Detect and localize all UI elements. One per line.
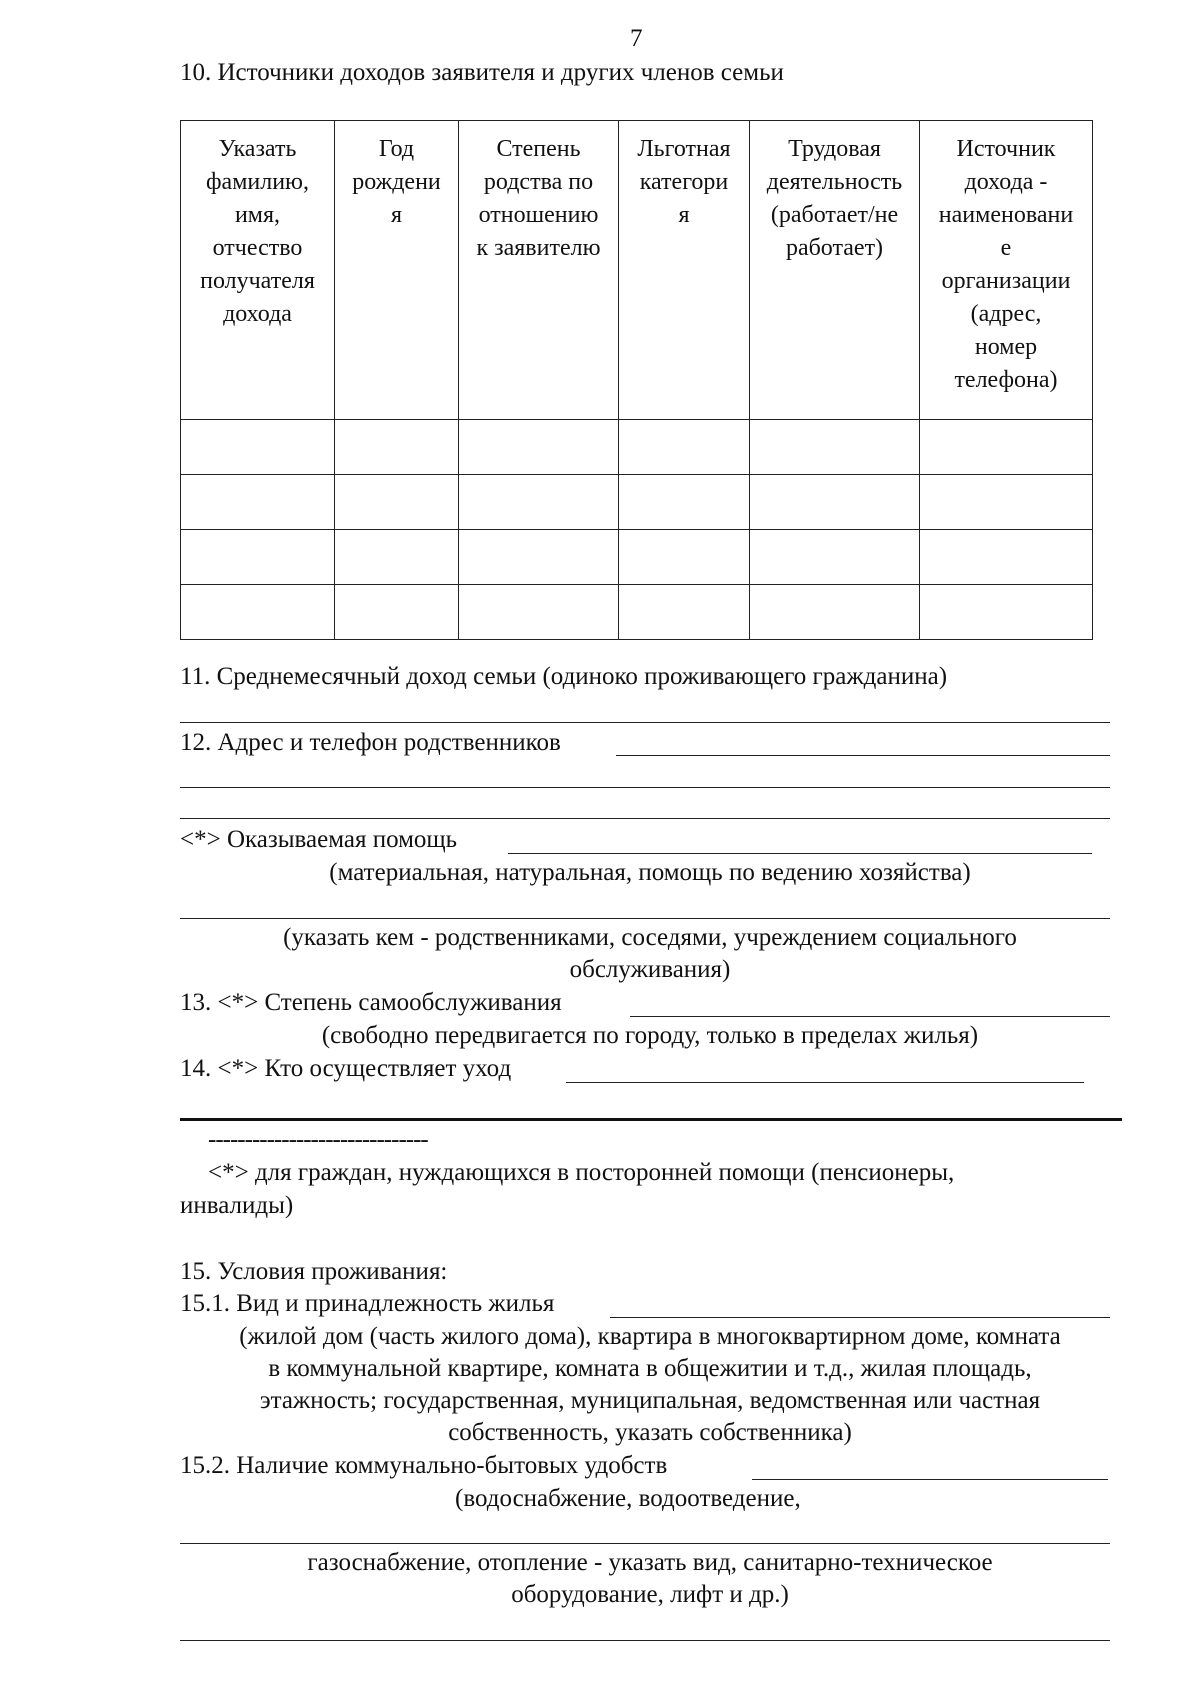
table-cell[interactable] (335, 585, 459, 640)
table-cell[interactable] (750, 475, 920, 530)
header-text-line: Год (378, 136, 415, 162)
section-15-1-hint-1: (жилой дом (часть жилого дома), квартира в многоквартирном доме, комната (239, 1323, 1061, 1350)
header-text-line: отчество (212, 235, 303, 261)
col-recipient-name (181, 121, 335, 420)
section-15-1-label: 15.1. Вид и принадлежность жилья (180, 1290, 555, 1317)
header-text-line: рождени (352, 169, 441, 195)
header-text-line: я (678, 202, 690, 228)
table-cell[interactable] (181, 585, 335, 640)
col-benefit-category (619, 121, 750, 420)
section-14-input-line[interactable] (566, 1082, 1084, 1083)
table-cell[interactable] (459, 420, 619, 475)
section-12-input-line-2[interactable] (180, 787, 1110, 788)
table-cell[interactable] (750, 420, 920, 475)
section-15-1-hint-2: в коммунальной квартире, комната в общежитии и т.д., жилая площадь, (268, 1355, 1032, 1382)
section-12-label: 12. Адрес и телефон родственников (180, 729, 561, 756)
footnote-line-2: инвалиды) (180, 1192, 294, 1219)
table-cell[interactable] (619, 585, 750, 640)
section-15-2-input-line-2[interactable] (180, 1543, 1110, 1544)
section-11-input-line[interactable] (180, 722, 1110, 723)
help-provided-label: <*> Оказываемая помощь (180, 826, 458, 853)
footnote-separator: ------------------------------ (208, 1126, 428, 1153)
section-15-title: 15. Условия проживания: (180, 1258, 448, 1285)
table-cell[interactable] (181, 475, 335, 530)
section-13-hint: (свободно передвигается по городу, только в пределах жилья) (321, 1022, 979, 1049)
table-cell[interactable] (920, 475, 1093, 530)
table-cell[interactable] (459, 530, 619, 585)
header-text-line: отношению (478, 202, 599, 228)
help-provider-input-line[interactable] (180, 918, 1110, 919)
header-text-line: Степень (496, 136, 581, 162)
section-15-2-hint-2: газоснабжение, отопление - указать вид, санитарно-техническое (307, 1549, 993, 1576)
help-provided-hint: (материальная, натуральная, помощь по ведению хозяйства) (329, 859, 971, 886)
table-header-row (181, 121, 1093, 420)
section-10-title: 10. Источники доходов заявителя и других членов семьи (180, 59, 784, 86)
header-text-line: дохода - (964, 169, 1048, 195)
header-text-line: я (390, 202, 403, 228)
table-cell[interactable] (459, 585, 619, 640)
page-number: 7 (630, 25, 643, 52)
header-text-line: Трудовая (788, 136, 881, 162)
header-text-line: Указать (218, 136, 297, 162)
table-cell[interactable] (335, 530, 459, 585)
table-cell[interactable] (335, 420, 459, 475)
table-row (181, 475, 1093, 530)
col-birth-year (335, 121, 459, 420)
table-cell[interactable] (750, 585, 920, 640)
table-cell[interactable] (181, 530, 335, 585)
col-employment (750, 121, 920, 420)
header-text-line: деятельность (766, 169, 903, 195)
section-15-1-hint-3: этажность; государственная, муниципальная, ведомственная или частная (259, 1387, 1041, 1414)
header-text-line: (работает/не (770, 202, 899, 228)
section-15-1-input-line[interactable] (610, 1317, 1110, 1318)
section-13-input-line[interactable] (630, 1016, 1110, 1017)
section-15-2-hint-1: (водоснабжение, водоотведение, (455, 1485, 801, 1512)
header-text-line: телефона) (954, 367, 1058, 393)
section-divider (180, 1118, 1122, 1121)
table-cell[interactable] (181, 420, 335, 475)
table-row (181, 420, 1093, 475)
section-15-2-hint-3: оборудование, лифт и др.) (511, 1581, 789, 1608)
header-text-line: Источник (956, 136, 1056, 162)
footnote-line-1: <*> для граждан, нуждающихся в посторонней помощи (пенсионеры, (208, 1159, 955, 1186)
section-15-2-label: 15.2. Наличие коммунально-бытовых удобств (180, 1452, 668, 1479)
section-15-2-input-line-3[interactable] (180, 1640, 1110, 1641)
section-15-2-input-line[interactable] (752, 1479, 1108, 1480)
table-cell[interactable] (619, 530, 750, 585)
header-text-line: имя, (234, 202, 281, 228)
help-provider-hint-2: обслуживания) (569, 956, 731, 983)
table-cell[interactable] (920, 585, 1093, 640)
header-text-line: родства по (483, 169, 594, 195)
section-12-input-line-3[interactable] (180, 818, 1110, 819)
table-cell[interactable] (459, 475, 619, 530)
table-row (181, 530, 1093, 585)
header-text-line: к заявителю (476, 235, 601, 261)
table-cell[interactable] (920, 530, 1093, 585)
table-cell[interactable] (619, 420, 750, 475)
section-12-input-line[interactable] (616, 755, 1110, 756)
header-text-line: фамилию, (206, 169, 309, 195)
col-income-source (920, 121, 1093, 420)
header-text-line: категори (639, 169, 729, 195)
table-cell[interactable] (335, 475, 459, 530)
col-relationship (459, 121, 619, 420)
header-text-line: организации (941, 268, 1071, 294)
section-15-1-hint-4: собственность, указать собственника) (448, 1419, 852, 1446)
table-cell[interactable] (750, 530, 920, 585)
table-cell[interactable] (619, 475, 750, 530)
header-text-line: работает) (785, 235, 884, 261)
help-provider-hint-1: (указать кем - родственниками, соседями, учреждением социального (283, 924, 1017, 951)
section-13-label: 13. <*> Степень самообслуживания (180, 989, 562, 1016)
table-row (181, 585, 1093, 640)
header-text-line: дохода (223, 301, 292, 327)
header-text-line: номер (974, 334, 1038, 360)
header-text-line: наименовани (938, 202, 1074, 228)
section-14-label: 14. <*> Кто осуществляет уход (180, 1055, 512, 1082)
header-text-line: получателя (200, 268, 315, 294)
income-sources-table (180, 120, 1093, 640)
help-provided-input-line[interactable] (508, 853, 1092, 854)
header-text-line: Льготная (637, 136, 731, 162)
table-cell[interactable] (920, 420, 1093, 475)
section-11-label: 11. Среднемесячный доход семьи (одиноко проживающего гражданина) (180, 663, 948, 690)
header-text-line: е (1000, 235, 1012, 261)
header-text-line: (адрес, (970, 301, 1042, 327)
